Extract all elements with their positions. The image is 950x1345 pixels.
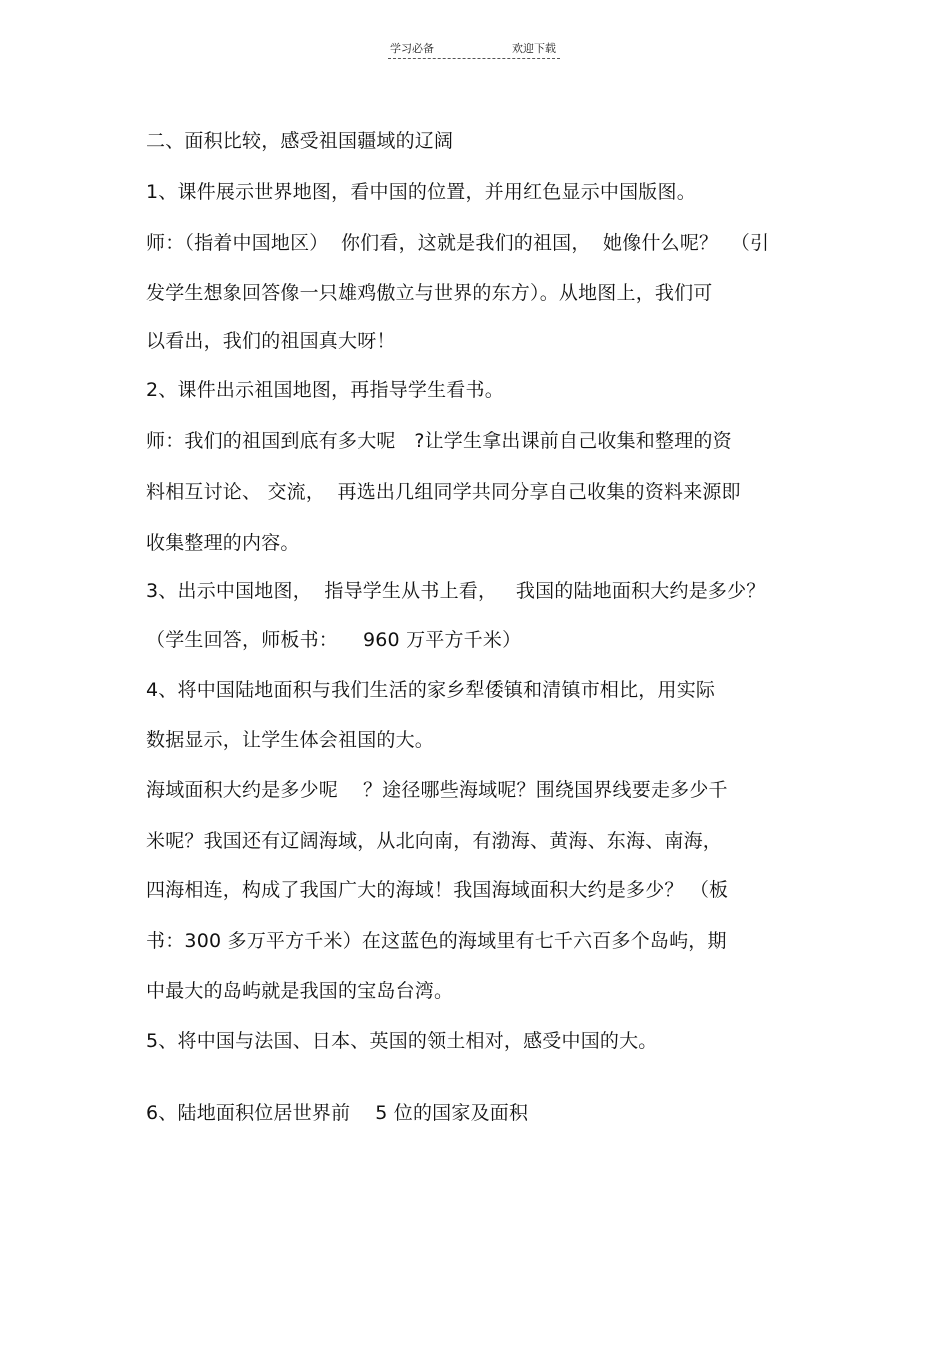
paragraph-line: 2、课件出示祖国地图，再指导学生看书。	[146, 379, 504, 401]
paragraph-line: 5、将中国与法国、日本、英国的领土相对，感受中国的大。	[146, 1030, 658, 1052]
paragraph-line: 米呢？我国还有辽阔海域，从北向南，有渤海、黄海、东海、南海，	[146, 830, 723, 852]
paragraph-line: 4、将中国陆地面积与我们生活的家乡犁倭镇和清镇市相比，用实际	[146, 679, 716, 701]
paragraph-line: 数据显示，让学生体会祖国的大。	[146, 729, 435, 751]
paragraph-line: 发学生想象回答像一只雄鸡傲立与世界的东方）。从地图上，我们可	[146, 282, 713, 304]
paragraph-line: 中最大的岛屿就是我国的宝岛台湾。	[146, 980, 454, 1002]
page-header	[388, 38, 560, 59]
header-left-text: 学习必备	[390, 42, 434, 55]
section-heading: 二、面积比较，感受祖国疆域的辽阔	[146, 130, 454, 152]
paragraph-line: 6、陆地面积位居世界前 5 位的国家及面积	[146, 1102, 529, 1124]
paragraph-line: 1、课件展示世界地图，看中国的位置，并用红色显示中国版图。	[146, 181, 696, 203]
paragraph-line: 料相互讨论、 交流， 再选出几组同学共同分享自己收集的资料来源即	[146, 481, 741, 503]
paragraph-line: 书：300 多万平方千米）在这蓝色的海域里有七千六百多个岛屿，期	[146, 930, 727, 952]
paragraph-line: 四海相连，构成了我国广大的海域！我国海域面积大约是多少？ （板	[146, 879, 729, 901]
header-right-text: 欢迎下载	[512, 42, 556, 55]
paragraph-line: 以看出，我们的祖国真大呀！	[146, 330, 396, 352]
paragraph-line: 师：（指着中国地区） 你们看，这就是我们的祖国， 她像什么呢？ （引	[146, 232, 770, 254]
paragraph-line: 师：我们的祖国到底有多大呢 ?让学生拿出课前自己收集和整理的资	[146, 430, 732, 452]
paragraph-line: 3、出示中国地图， 指导学生从书上看， 我国的陆地面积大约是多少？	[146, 580, 766, 602]
paragraph-line: 收集整理的内容。	[146, 532, 300, 554]
paragraph-line: （学生回答，师板书： 960 万平方千米）	[146, 629, 522, 651]
paragraph-line: 海域面积大约是多少呢 ？途径哪些海域呢？围绕国界线要走多少千	[146, 779, 728, 801]
